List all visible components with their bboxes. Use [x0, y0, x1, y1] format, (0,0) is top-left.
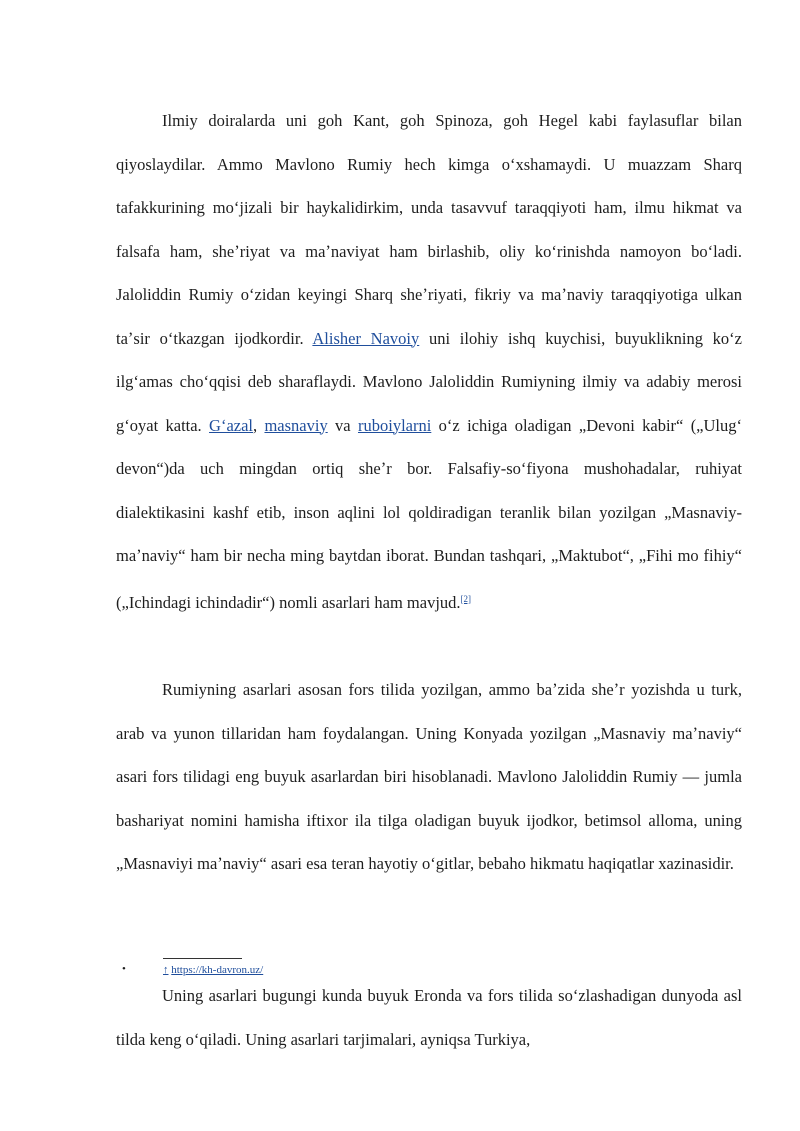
- link-gazal[interactable]: Gʻazal: [209, 415, 253, 435]
- footnote-bullet: •: [122, 963, 126, 975]
- paragraph-text: Uning asarlari bugungi kunda buyuk Eronda va fors tilida soʻzlashadigan dunyoda asl tilda keng oʻqiladi. Uning asarlari tarjimalari, ayniqsa Turkiya,: [116, 986, 742, 1049]
- link-masnaviy[interactable]: masnaviy: [264, 415, 328, 435]
- footnote-ref-link[interactable]: [2]: [460, 593, 472, 604]
- footnote-url-link[interactable]: https://kh-davron.uz/: [171, 964, 264, 976]
- link-alisher-navoiy[interactable]: Alisher Navoiy: [312, 328, 420, 348]
- paragraph-text: Rumiyning asarlari asosan fors tilida yozilgan, ammo baʼzida sheʼr yozishda u turk, arab va yunon tillaridan ham foydalangan. Uning Konyada yozilgan „Masnaviy maʼnaviy“ asari fors tilidagi eng buyuk asarlardan biri hisoblanadi. Mavlono Jaloliddin Rumiy — jumla bashariyat nomini hamisha iftixor ila tilga oladigan buyuk ijodkor, betimsol alloma, uning „Masnaviyi maʼnaviy“ asari esa teran hayotiy oʻgitlar, bebaho hikmatu haqiqatlar xazinasidir.: [116, 680, 742, 873]
- paragraph-text: Ilmiy doiralarda uni goh Kant, goh Spinoza, goh Hegel kabi faylasuflar bilan qiyoslaydilar. Ammo Mavlono Rumiy hech kimga oʻxshamaydi. U muazzam Sharq tafakkurining moʻjizali bir haykalidirkim, unda tasavvuf taraqqiyoti ham, ilmu hikmat va falsafa ham, sheʼriyat va maʼnaviyat ham birlashib, oliy koʻrinishda namoyon boʻladi. Jaloliddin Rumiy oʻzidan keyingi Sharq sheʼriyati, fikriy va maʼnaviy taraqqiyotiga ulkan taʼsir oʻtkazgan ijodkordir.: [116, 111, 742, 348]
- paragraph-rumiy-legacy: [116, 99, 742, 624]
- paragraph-text: uni ilohiy ishq kuychisi, buyuklikning koʻz ilgʻamas choʻqqisi deb sharaflaydi. Mavlono Jaloliddin Rumiyning ilmiy va adabiy merosi gʻoyat katta.: [116, 328, 743, 435]
- paragraph-rumiy-languages: [116, 668, 742, 886]
- footnote-divider: [163, 958, 242, 959]
- paragraph-text: oʻz ichiga oladigan „Devoni kabir“ („Ulugʻ devon“)da uch mingdan ortiq sheʼr bor. Falsafiy-soʻfiyona mushohadalar, ruhiyat dialektikasini kashf etib, inson aqlini lol qoldiradigan teranlik bilan yozilgan „Masnaviy-maʼnaviy“ ham bir necha ming baytdan iborat. Bundan tashqari, „Maktubot“, „Fihi mo fihiy“ („Ichindagi ichindadir“) nomli asarlari ham mavjud.: [116, 415, 743, 612]
- footnote-back-arrow-icon[interactable]: ↑: [163, 964, 169, 976]
- link-ruboiy[interactable]: ruboiylarni: [357, 415, 432, 435]
- paragraph-rumiy-readership: [116, 974, 742, 1061]
- footnote-reference: [461, 594, 472, 604]
- paragraph-text: ,: [253, 415, 265, 435]
- paragraph-text: va: [327, 415, 358, 435]
